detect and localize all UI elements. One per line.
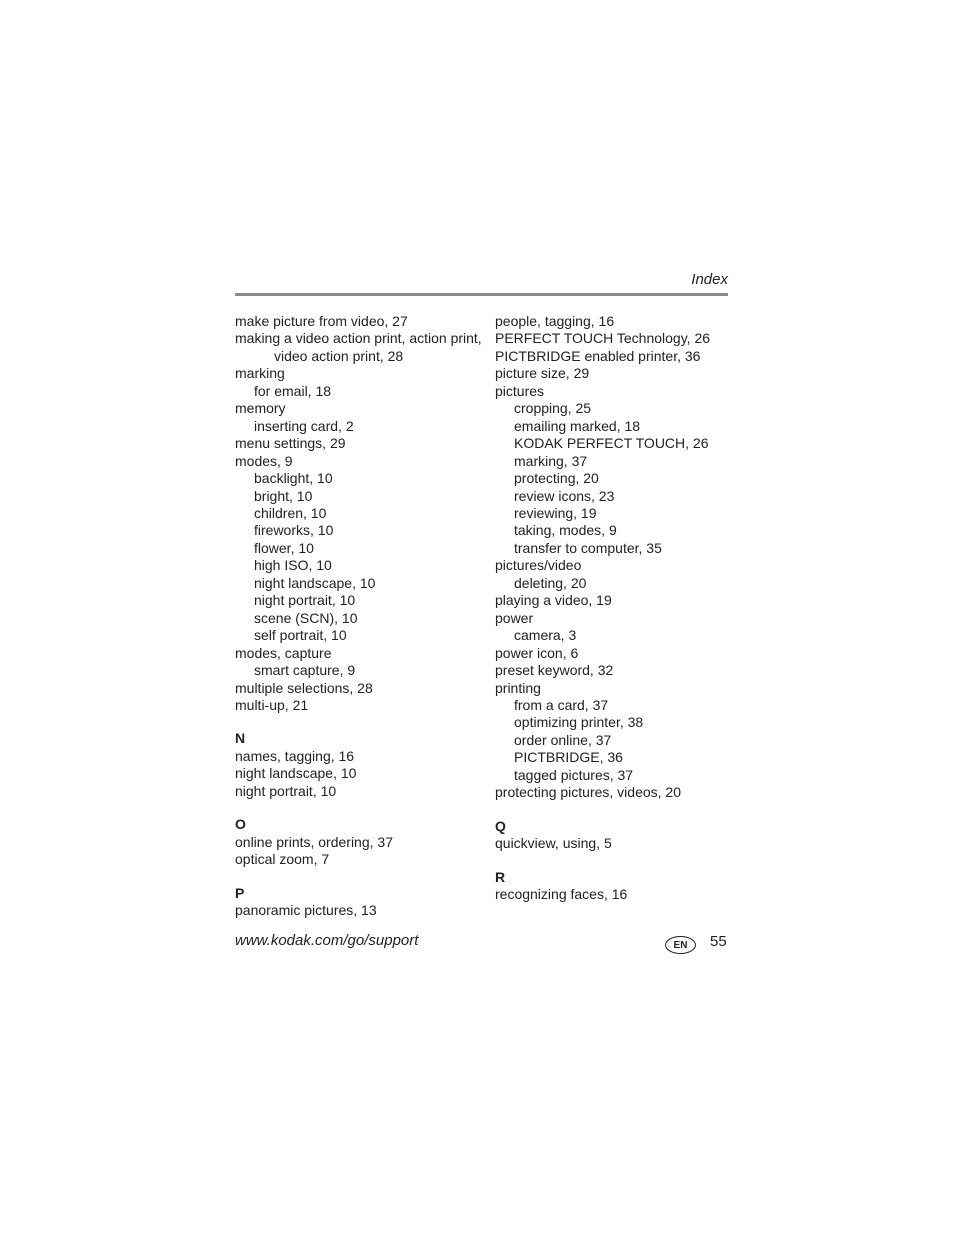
index-subentry: KODAK PERFECT TOUCH, 26	[514, 435, 709, 452]
index-entry: recognizing faces, 16	[495, 886, 628, 903]
index-subentry: tagged pictures, 37	[514, 766, 634, 783]
index-subentry: cropping, 25	[514, 400, 592, 417]
index-subentry: inserting card, 2	[254, 417, 354, 434]
index-entry: memory	[235, 400, 286, 417]
index-section-letter: O	[235, 816, 246, 833]
index-entry: printing	[495, 679, 541, 696]
index-subentry: smart capture, 9	[254, 662, 356, 679]
index-entry: preset keyword, 32	[495, 662, 614, 679]
page-header-title: Index	[691, 271, 728, 288]
section-gap	[235, 800, 485, 816]
index-column-left	[235, 313, 485, 920]
index-subentry: review icons, 23	[514, 487, 615, 504]
index-subentry: camera, 3	[514, 627, 577, 644]
index-entry: video action print, 28	[274, 347, 404, 364]
header-rule	[235, 293, 728, 296]
index-entry: playing a video, 19	[495, 592, 612, 609]
index-entry: modes, capture	[235, 644, 332, 661]
index-subentry: optimizing printer, 38	[514, 714, 644, 731]
index-entry: panoramic pictures, 13	[235, 902, 377, 919]
index-entry: marking	[235, 365, 285, 382]
index-entry: make picture from video, 27	[235, 313, 408, 329]
section-gap	[495, 802, 735, 818]
index-section-letter: R	[495, 868, 506, 885]
index-section-letter: Q	[495, 817, 506, 834]
index-subentry: night landscape, 10	[254, 574, 376, 591]
index-subentry: flower, 10	[254, 539, 314, 556]
index-section-letter: N	[235, 730, 246, 747]
index-entry: protecting pictures, videos, 20	[495, 784, 681, 801]
index-subentry: emailing marked, 18	[514, 417, 641, 434]
index-entry: night portrait, 10	[235, 782, 337, 799]
section-gap	[235, 714, 485, 730]
index-subentry: PICTBRIDGE, 36	[514, 749, 623, 766]
index-subentry: from a card, 37	[514, 696, 609, 713]
index-subentry: taking, modes, 9	[514, 522, 617, 539]
index-entry: power icon, 6	[495, 644, 579, 661]
index-subentry: reviewing, 19	[514, 504, 597, 521]
index-entry: quickview, using, 5	[495, 835, 612, 852]
index-section-letter: P	[235, 884, 245, 901]
index-entry: multiple selections, 28	[235, 679, 373, 696]
index-subentry: night portrait, 10	[254, 592, 356, 609]
index-subentry: fireworks, 10	[254, 522, 334, 539]
page-number: 55	[710, 933, 727, 950]
index-subentry: scene (SCN), 10	[254, 609, 358, 626]
index-subentry: self portrait, 10	[254, 627, 347, 644]
index-entry: picture size, 29	[495, 365, 590, 382]
index-column-right	[495, 313, 735, 904]
index-subentry: backlight, 10	[254, 470, 333, 487]
index-entry: PICTBRIDGE enabled printer, 36	[495, 347, 701, 364]
support-url[interactable]: www.kodak.com/go/support	[235, 932, 419, 949]
index-subentry: order online, 37	[514, 731, 612, 748]
index-subentry: bright, 10	[254, 487, 313, 504]
index-entry: making a video action print, action print,	[235, 330, 482, 347]
index-entry: PERFECT TOUCH Technology, 26	[495, 330, 711, 347]
index-entry: pictures/video	[495, 557, 582, 574]
index-entry: night landscape, 10	[235, 765, 357, 782]
index-subentry: deleting, 20	[514, 574, 587, 591]
index-entry: modes, 9	[235, 452, 293, 469]
index-subentry: protecting, 20	[514, 470, 599, 487]
index-entry: power	[495, 609, 534, 626]
index-entry: multi-up, 21	[235, 696, 309, 713]
index-entry: menu settings, 29	[235, 435, 346, 452]
index-entry: people, tagging, 16	[495, 313, 615, 329]
index-subentry: marking, 37	[514, 452, 588, 469]
section-gap	[495, 853, 735, 869]
index-entry: online prints, ordering, 37	[235, 833, 393, 850]
section-gap	[235, 869, 485, 885]
index-subentry: high ISO, 10	[254, 557, 332, 574]
language-badge: EN	[665, 936, 696, 954]
index-entry: optical zoom, 7	[235, 851, 330, 868]
index-subentry: transfer to computer, 35	[514, 539, 662, 556]
index-subentry: children, 10	[254, 504, 327, 521]
index-entry: names, tagging, 16	[235, 747, 355, 764]
index-entry: pictures	[495, 382, 545, 399]
index-subentry: for email, 18	[254, 382, 332, 399]
